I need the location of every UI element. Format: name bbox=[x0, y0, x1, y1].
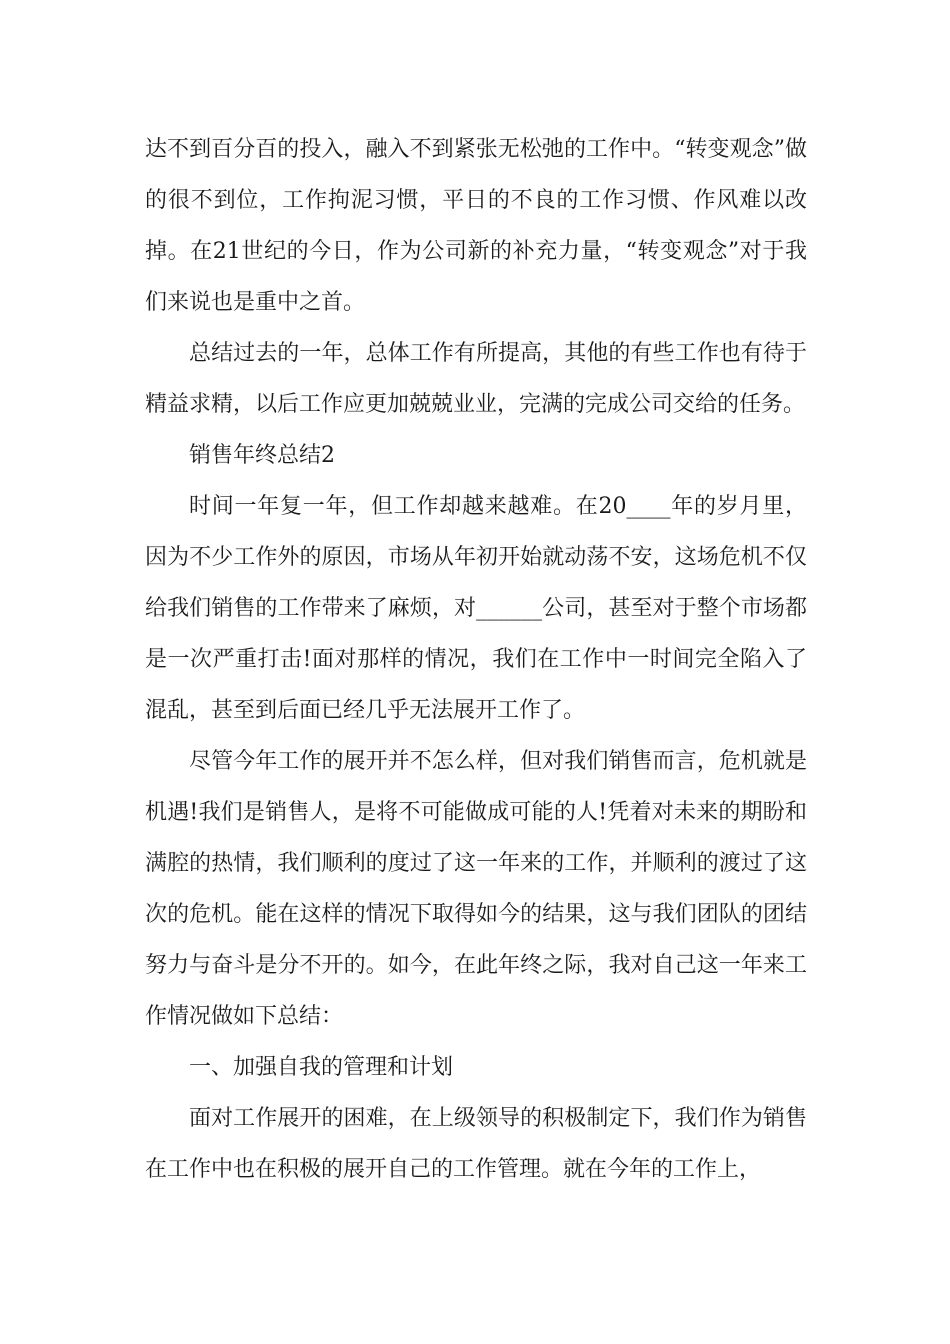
paragraph-continuation: 达不到百分百的投入，融入不到紧张无松弛的工作中。“转变观念”做的很不到位，工作拘泥习惯，平日的不良的工作习惯、作风难以改掉。在21世纪的今日，作为公司新的补充力量，“转变观念”对于我们来说也是重中之首。 bbox=[145, 137, 807, 315]
paragraph-summary: 总结过去的一年，总体工作有所提高，其他的有些工作也有待于精益求精，以后工作应更加兢兢业业，完满的完成公司交给的任务。 bbox=[145, 341, 807, 417]
paragraph-crisis: 尽管今年工作的展开并不怎么样，但对我们销售而言，危机就是机遇!我们是销售人，是将不可能做成可能的人!凭着对未来的期盼和满腔的热情，我们顺利的度过了这一年来的工作，并顺利的渡过了这次的危机。能在这样的情况下取得如今的结果，这与我们团队的团结努力与奋斗是分不开的。如今，在此年终之际，我对自己这一年来工作情况做如下总结： bbox=[145, 749, 807, 1029]
paragraph-management: 面对工作展开的困难，在上级领导的积极制定下，我们作为销售在工作中也在积极的展开自己的工作管理。就在今年的工作上， bbox=[145, 1106, 807, 1182]
subsection-heading: 一、加强自我的管理和计划 bbox=[189, 1055, 454, 1080]
section-heading: 销售年终总结2 bbox=[189, 443, 335, 468]
paragraph-intro: 时间一年复一年，但工作却越来越难。在20____年的岁月里，因为不少工作外的原因，市场从年初开始就动荡不安，这场危机不仅给我们销售的工作带来了麻烦，对______公司，甚至对于整个市场都是一次严重打击!面对那样的情况，我们在工作中一时间完全陷入了混乱，甚至到后面已经几乎无法展开工作了。 bbox=[145, 494, 807, 723]
document-body bbox=[145, 124, 807, 1195]
